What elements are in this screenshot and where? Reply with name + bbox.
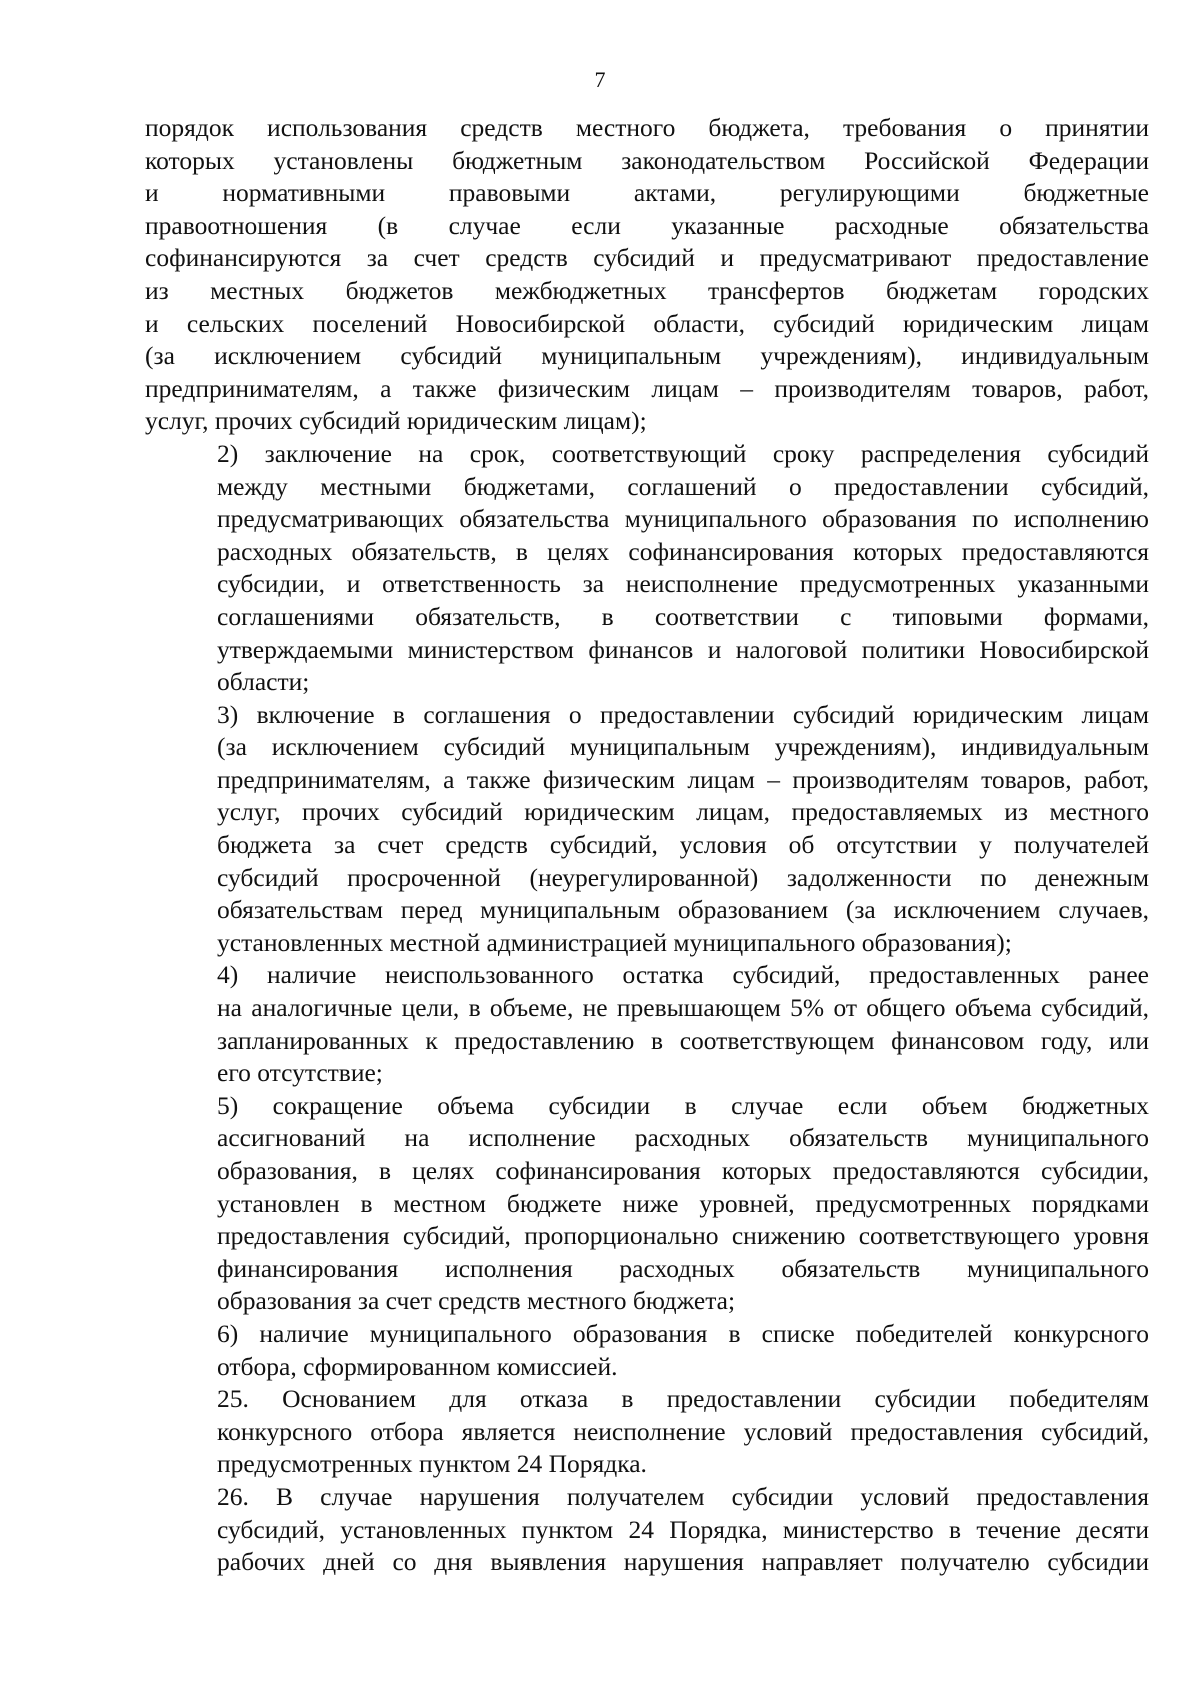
text-line: конкурсного отбора является неисполнение условий предоставления субсидий,	[217, 1416, 1149, 1446]
paragraph	[145, 1383, 1149, 1481]
text-line: расходных обязательств, в целях софинансирования которых предоставляются	[217, 536, 1149, 566]
text-line: установленных местной администрацией муниципального образования);	[217, 927, 1012, 957]
paragraph	[145, 1090, 1149, 1318]
document-body	[145, 112, 1149, 1579]
paragraph	[145, 959, 1149, 1089]
text-line: и нормативными правовыми актами, регулирующими бюджетные	[145, 178, 1149, 208]
text-line: правоотношения (в случае если указанные расходные обязательства	[145, 210, 1149, 240]
text-line: субсидий, установленных пунктом 24 Порядка, министерство в течение десяти	[217, 1514, 1149, 1544]
text-line: 25. Основанием для отказа в предоставлении субсидии победителям	[217, 1384, 1149, 1414]
text-line: предпринимателям, а также физическим лицам – производителям товаров, работ,	[145, 373, 1149, 403]
text-line: (за исключением субсидий муниципальным учреждениям), индивидуальным	[217, 732, 1149, 762]
page-number: 7	[594, 67, 606, 92]
text-line: обязательствам перед муниципальным образованием (за исключением случаев,	[217, 895, 1149, 925]
text-line: отбора, сформированном комиссией.	[217, 1351, 618, 1381]
text-line: (за исключением субсидий муниципальным учреждениям), индивидуальным	[145, 341, 1149, 371]
text-line: бюджета за счет средств субсидий, условия об отсутствии у получателей	[217, 830, 1149, 860]
text-line: предусматривающих обязательства муниципального образования по исполнению	[217, 504, 1149, 534]
text-line: которых установлены бюджетным законодательством Российской Федерации	[145, 145, 1149, 175]
text-line: 6) наличие муниципального образования в списке победителей конкурсного	[217, 1318, 1149, 1348]
text-line: 2) заключение на срок, соответствующий сроку распределения субсидий	[217, 438, 1149, 468]
text-line: субсидии, и ответственность за неисполнение предусмотренных указанными	[217, 569, 1149, 599]
text-line: предоставления субсидий, пропорционально снижению соответствующего уровня	[217, 1221, 1149, 1251]
text-line: услуг, прочих субсидий юридическим лицам);	[145, 406, 647, 436]
text-line: его отсутствие;	[217, 1058, 383, 1088]
text-line: утверждаемыми министерством финансов и налоговой политики Новосибирской	[217, 634, 1149, 664]
paragraph	[145, 112, 1149, 438]
text-line: из местных бюджетов межбюджетных трансфертов бюджетам городских	[145, 275, 1149, 305]
text-line: субсидий просроченной (неурегулированной) задолженности по денежным	[217, 862, 1149, 892]
text-line: образования, в целях софинансирования которых предоставляются субсидии,	[217, 1156, 1149, 1185]
text-line: запланированных к предоставлению в соответствующем финансовом году, или	[217, 1025, 1149, 1055]
text-line: услуг, прочих субсидий юридическим лицам, предоставляемых из местного	[217, 797, 1149, 827]
text-line: между местными бюджетами, соглашений о предоставлении субсидий,	[217, 471, 1149, 501]
text-line: на аналогичные цели, в объеме, не превышающем 5% от общего объема субсидий,	[217, 993, 1149, 1023]
paragraph	[145, 1318, 1149, 1383]
text-line: 5) сокращение объема субсидии в случае если объем бюджетных	[217, 1090, 1149, 1120]
text-line: предусмотренных пунктом 24 Порядка.	[217, 1449, 647, 1479]
text-line: 4) наличие неиспользованного остатка субсидий, предоставленных ранее	[217, 960, 1149, 990]
text-line: соглашениями обязательств, в соответствии с типовыми формами,	[217, 601, 1149, 631]
text-line: софинансируются за счет средств субсидий и предусматривают предоставление	[145, 243, 1149, 273]
text-line: ассигнований на исполнение расходных обязательств муниципального	[217, 1123, 1149, 1153]
text-line: образования за счет средств местного бюджета;	[217, 1286, 736, 1316]
text-line: порядок использования средств местного бюджета, требования о принятии	[145, 113, 1149, 142]
text-line: и сельских поселений Новосибирской области, субсидий юридическим лицам	[145, 308, 1149, 338]
text-line: области;	[217, 667, 310, 697]
text-line: финансирования исполнения расходных обязательств муниципального	[217, 1253, 1149, 1283]
paragraph	[145, 699, 1149, 960]
paragraph	[145, 1481, 1149, 1579]
text-line: 26. В случае нарушения получателем субсидии условий предоставления	[217, 1481, 1149, 1511]
text-line: предпринимателям, а также физическим лицам – производителям товаров, работ,	[217, 764, 1149, 794]
paragraph	[145, 438, 1149, 699]
text-line: 3) включение в соглашения о предоставлении субсидий юридическим лицам	[217, 699, 1149, 729]
text-line: рабочих дней со дня выявления нарушения направляет получателю субсидии	[217, 1547, 1149, 1577]
text-line: установлен в местном бюджете ниже уровней, предусмотренных порядками	[217, 1188, 1149, 1218]
